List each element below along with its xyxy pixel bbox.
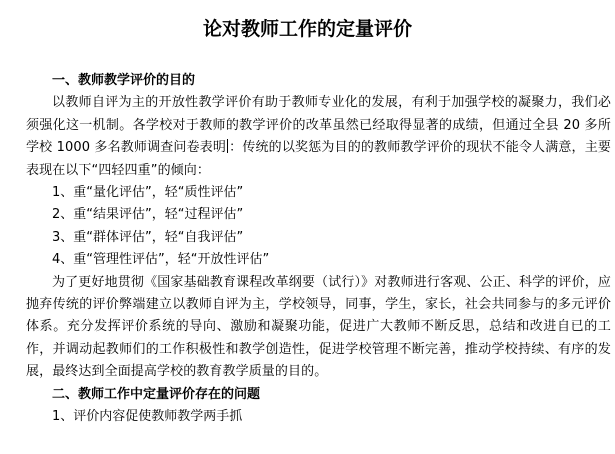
list-item-2: 2、重“结果评估”，轻“过程评估” — [52, 207, 244, 223]
text-cursor — [227, 139, 228, 153]
section-1-heading: 一、教师教学评价的目的 — [52, 73, 196, 88]
section-1-paragraph-2: 为了更好地贯彻《国家基础教育课程改革纲要（试行）》对教师进行客观、公正、科学的评价，应抛弃传统的评价弊端建立以教师自评为主，学校领导，同事，学生，家长，社会共同参与的多元评价体系。充分发挥评价系统的导向、激励和凝聚功能，促进广大教师不断反思，总结和改进自已的工作，并调动起教师们的工作积极性和教学创造性，促进学校管理不断完善，推动学校持续、有序的发展，最终达到全面提高学校的教育教学质量的目的。 — [26, 274, 611, 380]
list-item-1: 1、重“量化评估”，轻“质性评估” — [52, 185, 244, 201]
list-item-4: 4、重“管理性评估”，轻“开放性评估” — [52, 252, 270, 268]
document-title: 论对教师工作的定量评价 — [202, 18, 412, 40]
document-body — [26, 70, 611, 429]
section-2-heading: 二、教师工作中定量评价存在的问题 — [52, 386, 261, 402]
list-item-3: 3、重“群体评估”，轻“自我评估” — [52, 229, 244, 245]
section-1-paragraph-1 — [26, 92, 611, 182]
paragraph-1-text-before-cursor: 以教师自评为主的开放性教学评价有助于教师专业化的发展，有利于加强学校的凝聚力，我们必须强化这一机制。各学校对于教师的教学评价的改革虽然已经取得显著的成绩，但通过全县 20 多所学校 1000 多名教师调查问卷表明 — [26, 95, 611, 156]
paragraph-1-text-after-cursor: ：传统的以奖惩为目的的教师教学评价的现状不能令人满意，主要表现在以下“四轻四重”的倾向： — [26, 140, 611, 178]
section-2-item-1: 1、评价内容促使教师教学两手抓 — [52, 409, 243, 425]
